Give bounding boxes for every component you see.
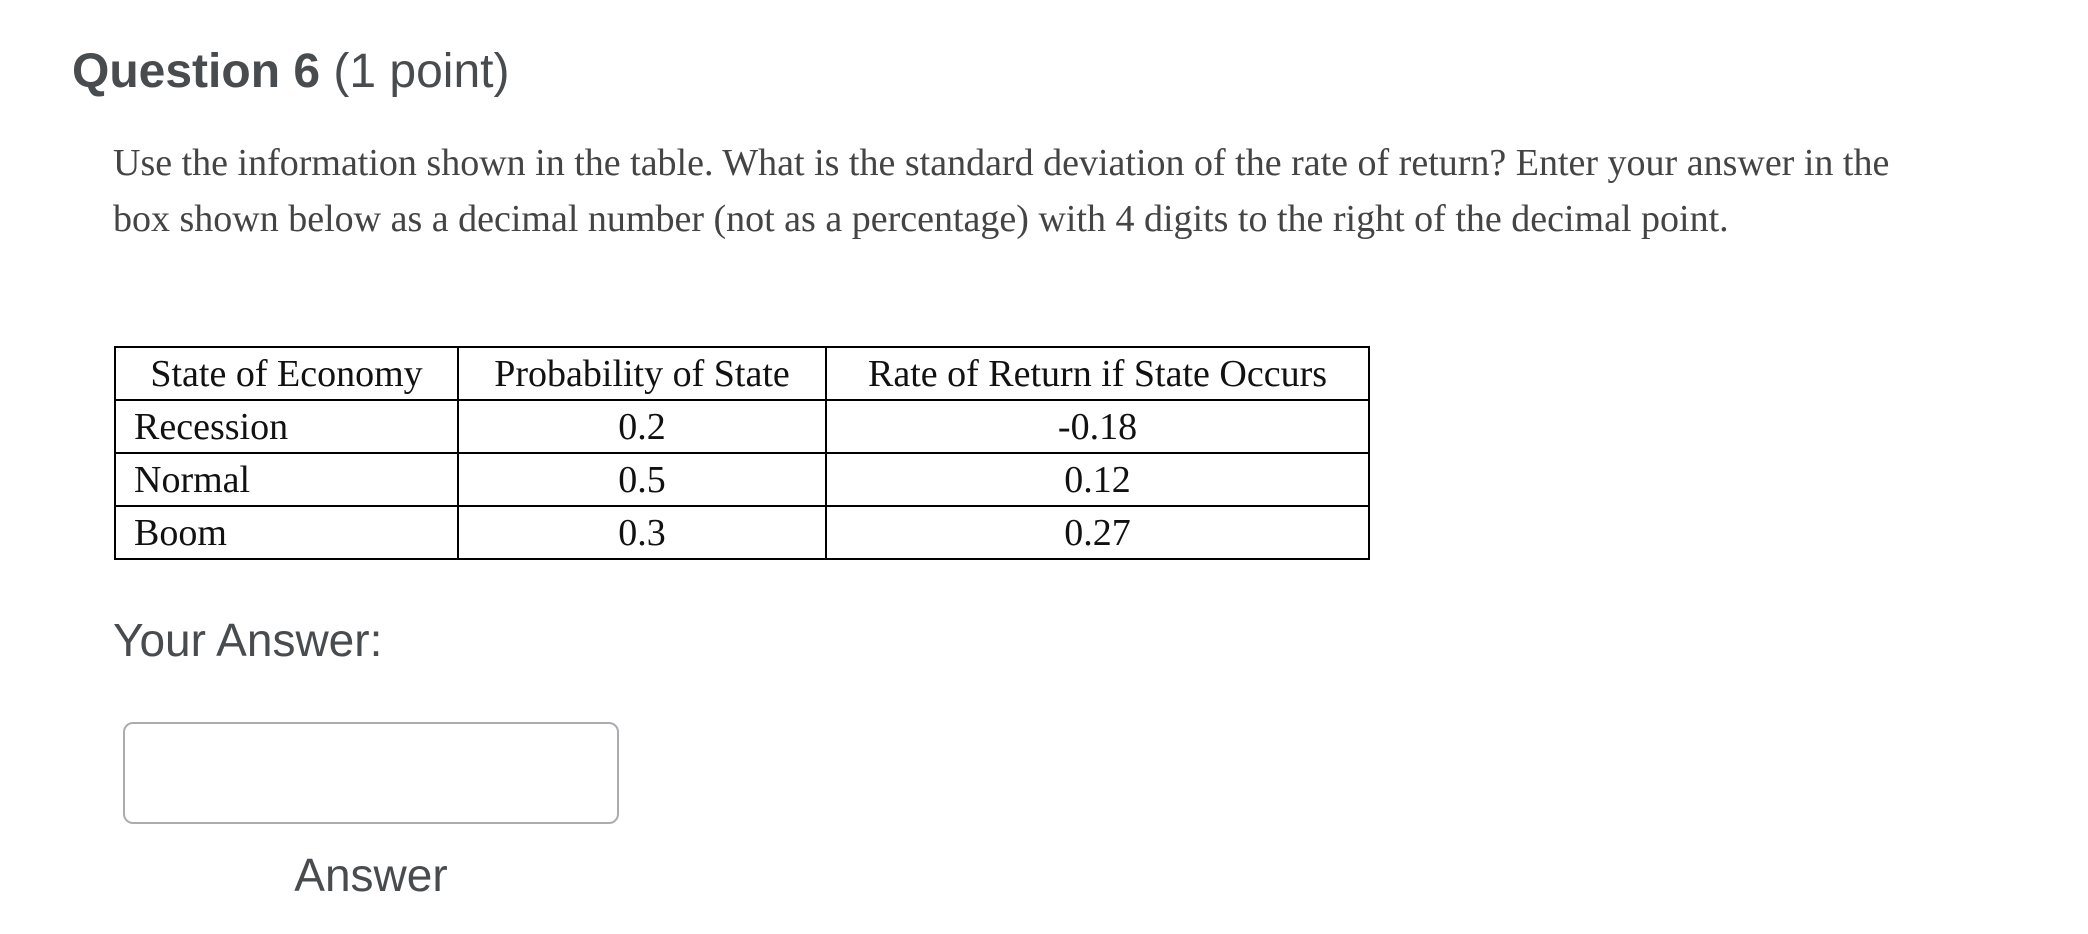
- table-row: [115, 400, 1369, 453]
- table-cell-rate: 0.27: [826, 506, 1369, 559]
- question-points: (1 point): [333, 45, 510, 98]
- table-cell-rate: 0.12: [826, 453, 1369, 506]
- question-text: Use the information shown in the table. What is the standard deviation of the rate of return? Enter your answer in the box shown below as a decimal number (not as a percentage) with 4 digits to the right of the decimal point.: [113, 142, 1890, 240]
- table-header-state: State of Economy: [115, 347, 458, 400]
- table-cell-rate: -0.18: [826, 400, 1369, 453]
- table-header-rate: Rate of Return if State Occurs: [826, 347, 1369, 400]
- table-header-probability: Probability of State: [458, 347, 826, 400]
- table-row: [115, 506, 1369, 559]
- data-table: [114, 346, 1370, 560]
- table-header-row: [115, 347, 1369, 400]
- question-header: [72, 36, 509, 108]
- table-cell-probability: 0.2: [458, 400, 826, 453]
- table-cell-state: Recession: [115, 400, 458, 453]
- answer-input[interactable]: [123, 722, 619, 824]
- table-row: [115, 453, 1369, 506]
- table-cell-probability: 0.3: [458, 506, 826, 559]
- table-cell-probability: 0.5: [458, 453, 826, 506]
- question-title: Question 6: [72, 45, 321, 98]
- table-cell-state: Boom: [115, 506, 458, 559]
- answer-caption: Answer: [294, 849, 448, 901]
- table-cell-state: Normal: [115, 453, 458, 506]
- your-answer-label: Your Answer:: [113, 614, 383, 666]
